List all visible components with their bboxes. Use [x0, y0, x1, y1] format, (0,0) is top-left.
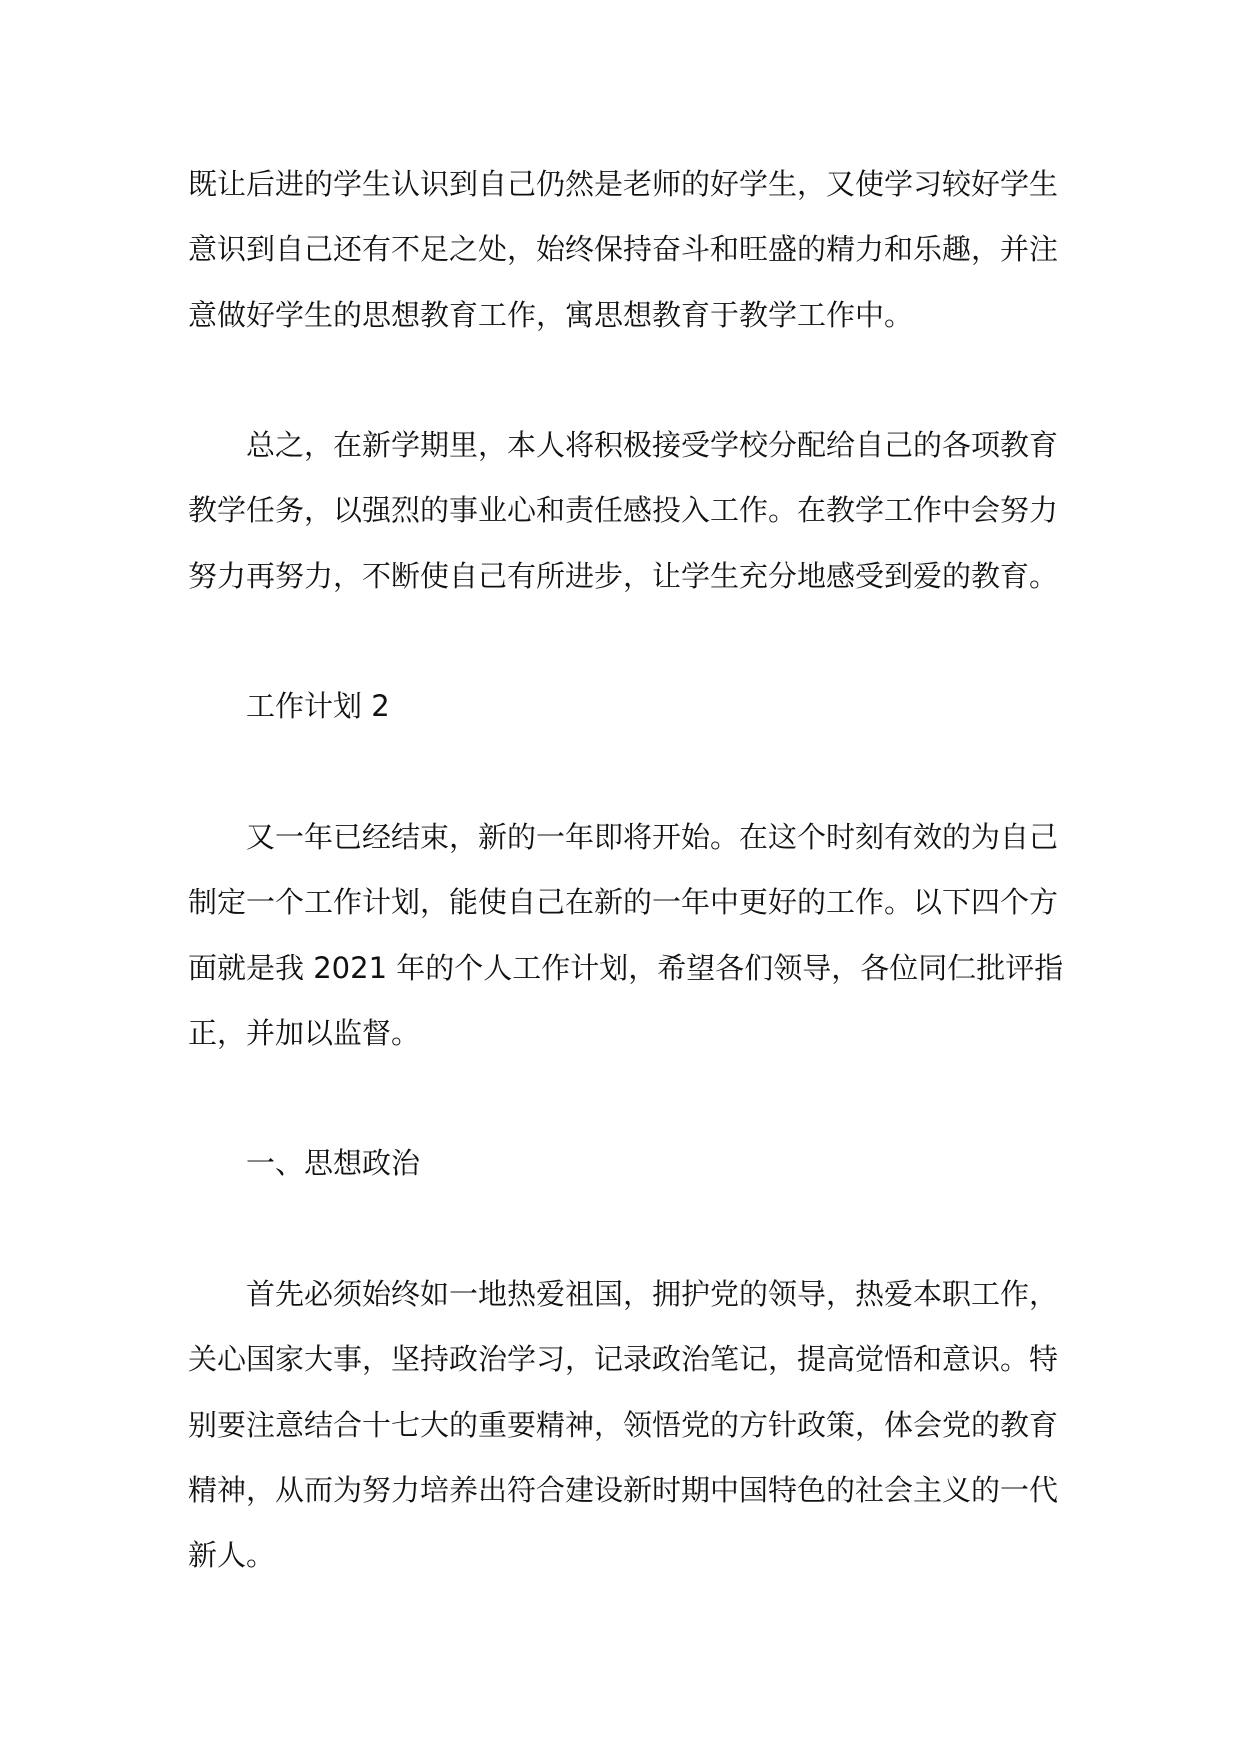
paragraph-line: 精神，从而为努力培养出符合建设新时期中国特色的社会主义的一代: [188, 1472, 1059, 1507]
paragraph-line: 关心国家大事，坚持政治学习，记录政治笔记，提高觉悟和意识。特: [188, 1342, 1059, 1377]
paragraph-line: 努力再努力，不断使自己有所进步，让学生充分地感受到爱的教育。: [188, 558, 1059, 593]
paragraph-line: 既让后进的学生认识到自己仍然是老师的好学生，又使学习较好学生: [188, 167, 1059, 201]
section-heading-text: 一、思想政治: [246, 1146, 421, 1181]
section-heading: [188, 1131, 1088, 1196]
paragraph: [188, 152, 1088, 348]
paragraph-line: 又一年已经结束，新的一年即将开始。在这个时刻有效的为自己: [246, 819, 1059, 854]
section-heading-text: 工作计划 2: [246, 689, 390, 724]
paragraph-line: 首先必须始终如一地热爱祖国，拥护党的领导，热爱本职工作，: [246, 1277, 1059, 1312]
paragraph-line: 总之，在新学期里，本人将积极接受学校分配给自己的各项教育: [246, 428, 1059, 463]
paragraph-line: 教学任务，以强烈的事业心和责任感投入工作。在教学工作中会努力: [188, 493, 1059, 528]
paragraph: [188, 413, 1088, 609]
document-page: [188, 152, 1088, 1654]
section-heading: [188, 674, 1088, 739]
paragraph-line: 新人。: [188, 1538, 276, 1573]
paragraph-line: 面就是我 2021 年的个人工作计划，希望各们领导，各位同仁批评指: [188, 950, 1064, 985]
paragraph-line: 意识到自己还有不足之处，始终保持奋斗和旺盛的精力和乐趣，并注: [188, 232, 1059, 267]
paragraph-line: 别要注意结合十七大的重要精神，领悟党的方针政策，体会党的教育: [188, 1407, 1059, 1442]
paragraph-line: 制定一个工作计划，能使自己在新的一年中更好的工作。以下四个方: [188, 885, 1059, 920]
paragraph: [188, 805, 1088, 1066]
paragraph-line: 意做好学生的思想教育工作，寓思想教育于教学工作中。: [188, 297, 914, 332]
paragraph-line: 正，并加以监督。: [188, 1015, 421, 1050]
paragraph: [188, 1262, 1088, 1588]
